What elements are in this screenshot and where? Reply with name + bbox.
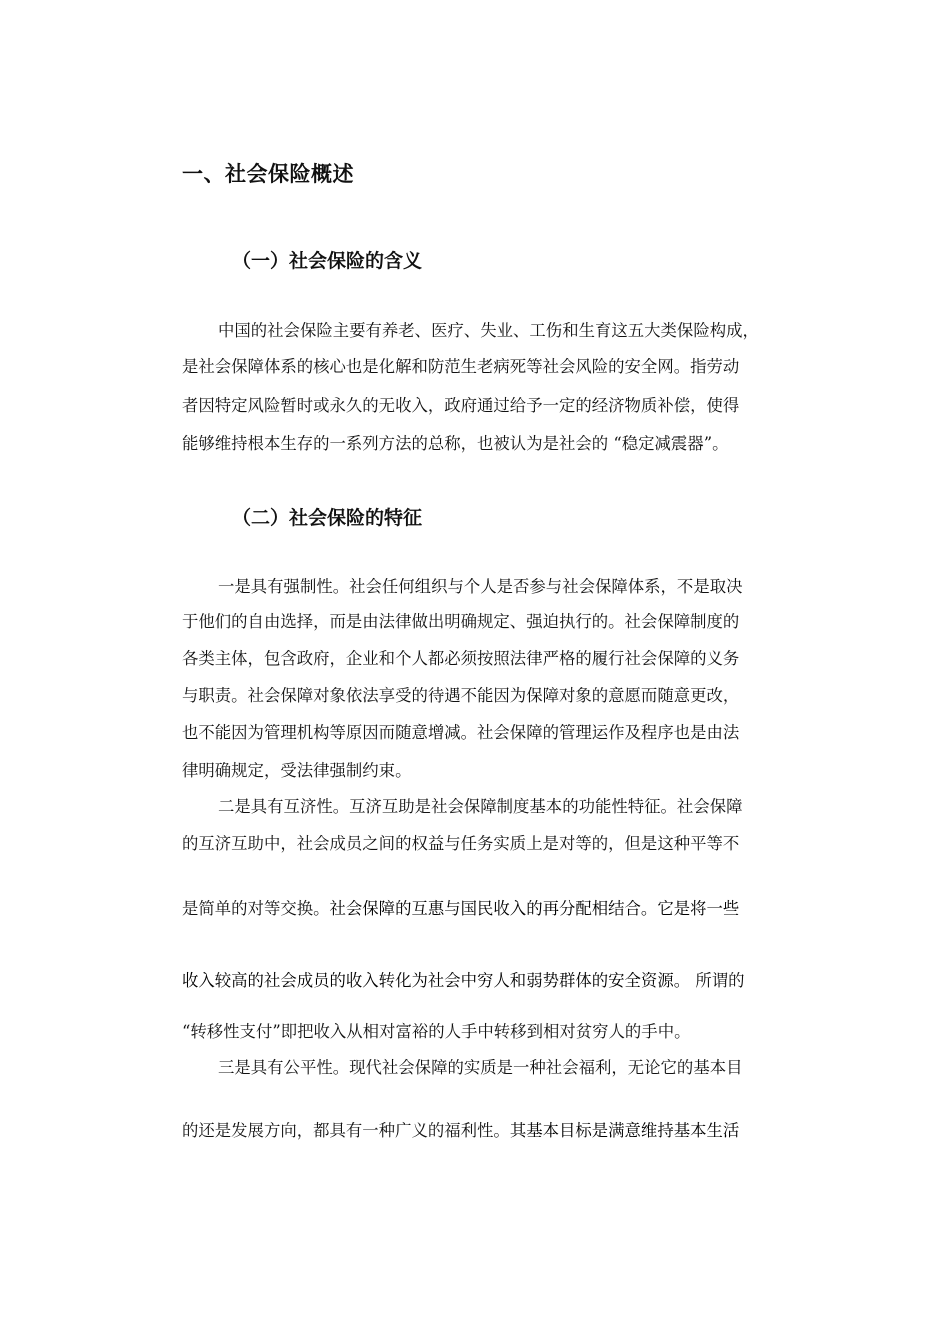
highlighted-text: 社会保障的互惠与国民收入的再分配相结合。它是将一些	[329, 899, 740, 918]
paragraph-line: 二是具有互济性。互济互助是社会保障制度基本的功能性特征。社会保障	[218, 797, 743, 816]
paragraph-line: 中国的社会保险主要有养老、医疗、失业、工伤和生育这五大类保险构成，	[218, 321, 759, 340]
plain-text: 是简单的对等交换。	[182, 899, 330, 918]
paragraph-line	[182, 970, 745, 992]
highlighted-text: 其基本目标是满意维持基本生活	[509, 1121, 740, 1140]
paragraph-line: 三是具有公平性。现代社会保障的实质是一种社会福利，无论它的基本目	[218, 1058, 743, 1077]
paragraph-line: “转移性支付”即把收入从相对富裕的人手中转移到相对贫穷人的手中。	[182, 1022, 691, 1041]
section2-heading: （二）社会保险的特征	[232, 507, 423, 529]
section1-heading: （一）社会保险的含义	[232, 250, 423, 272]
plain-text: 的还是发展方向，都具有一种广义的福利性。	[182, 1121, 510, 1140]
paragraph-line: 也不能因为管理机构等原因而随意增减。社会保障的管理运作及程序也是由法	[182, 723, 740, 742]
paragraph-line	[182, 898, 739, 920]
main-heading: 一、社会保险概述	[182, 162, 354, 186]
paragraph-line: 能够维持根本生存的一系列方法的总称，也被认为是社会的 “稳定减震器”。	[182, 434, 729, 453]
paragraph-line: 一是具有强制性。社会任何组织与个人是否参与社会保障体系，不是取决	[218, 577, 743, 596]
paragraph-line: 是社会保障体系的核心也是化解和防范生老病死等社会风险的安全网。指劳动	[182, 357, 740, 376]
paragraph-line: 于他们的自由选择，而是由法律做出明确规定、强迫执行的。社会保障制度的	[182, 612, 740, 631]
highlighted-text: 收入较高的社会成员的收入转化为社会中穷人和弱势群体的安全资源。	[182, 971, 691, 990]
paragraph-line: 律明确规定，受法律强制约束。	[182, 761, 412, 780]
paragraph-line: 者因特定风险暂时或永久的无收入，政府通过给予一定的经济物质补偿，使得	[182, 396, 740, 415]
paragraph-line: 的互济互助中，社会成员之间的权益与任务实质上是对等的，但是这种平等不	[182, 834, 740, 853]
paragraph-line: 与职责。社会保障对象依法享受的待遇不能因为保障对象的意愿而随意更改，	[182, 686, 740, 705]
paragraph-line	[182, 1120, 739, 1142]
plain-text: 所谓的	[690, 971, 745, 990]
paragraph-line: 各类主体，包含政府，企业和个人都必须按照法律严格的履行社会保障的义务	[182, 649, 740, 668]
